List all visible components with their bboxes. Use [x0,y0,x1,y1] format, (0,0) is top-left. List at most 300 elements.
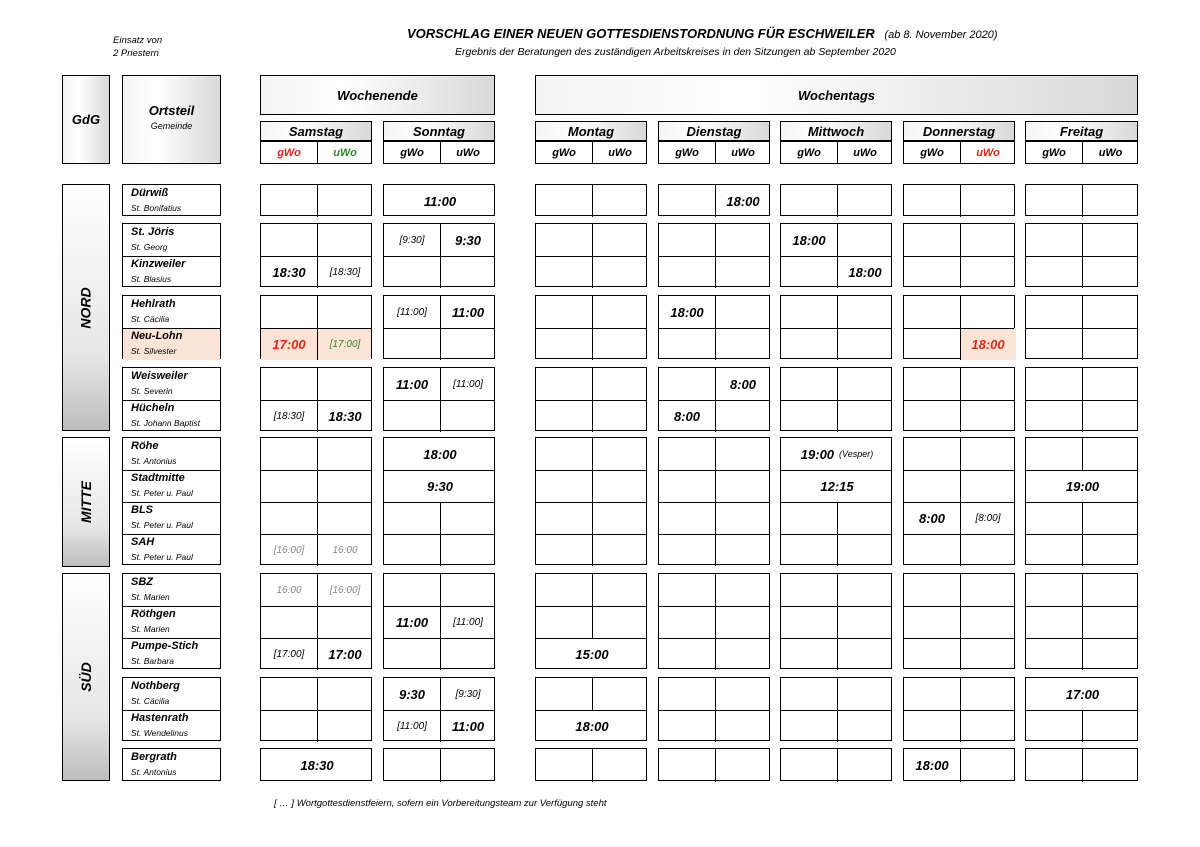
divider [1082,400,1083,432]
divider [536,400,646,401]
divider [960,368,961,400]
time-entry [384,438,496,470]
time-value: 18:00 [423,446,457,462]
divider [837,224,838,256]
time-value: [9:30] [455,688,481,700]
divider [837,502,838,534]
time-entry [384,606,440,638]
schedule-freitag [1025,573,1138,669]
divider [715,678,716,710]
divider [592,678,593,710]
divider [904,606,1014,607]
schedule-sonntag [383,184,495,216]
day-subheader-donnerstag [903,141,1015,164]
divider [715,710,716,742]
divider [123,638,220,639]
place-name: Röthgen [131,608,176,620]
time-entry [659,296,715,328]
time-value: 11:00 [395,376,429,392]
time-value: [9:30] [399,234,425,246]
divider [384,638,494,639]
divider [1082,368,1083,400]
divider [715,574,716,606]
divider [960,438,961,470]
day-label-donnerstag: Donnerstag [922,123,996,139]
divider [123,606,220,607]
place-name: SBZ [131,576,153,588]
time-entry [659,400,715,432]
place-saint: St. Antonius [131,767,177,777]
uwo-label-mittwoch: uWo [853,146,877,159]
divider [1082,328,1083,360]
divider [1082,256,1083,288]
schedule-samstag [260,573,372,669]
time-value: 16:00 [276,584,302,596]
divider [715,256,716,288]
divider [123,534,220,535]
schedule-montag [535,295,647,359]
place-group [122,184,221,216]
divider [592,400,593,432]
day-header-donnerstag [903,121,1015,141]
time-value: [18:30] [329,266,361,278]
divider [659,256,769,257]
time-value: 8:00 [729,376,757,392]
divider [960,470,961,502]
divider [592,574,593,606]
time-entry [261,328,317,360]
divider [317,296,318,328]
divider [837,328,838,360]
uwo-label-sonntag: uWo [456,146,480,159]
place-saint: St. Johann Baptist [131,418,200,428]
schedule-sonntag [383,748,495,781]
schedule-donnerstag [903,748,1015,781]
divider [123,256,220,257]
time-entry [1026,678,1139,710]
time-entry [1026,470,1139,502]
place-saint: St. Cäcilia [131,314,170,324]
schedule-sonntag [383,223,495,287]
divider [384,400,494,401]
wochenende-header [260,75,495,115]
schedule-dienstag [658,223,770,287]
day-subheader-montag [535,141,647,164]
time-entry [317,400,373,432]
place-saint: St. Peter u. Paul [131,520,193,530]
schedule-mittwoch [780,437,892,565]
divider [960,256,961,288]
divider [261,606,371,607]
time-entry [440,368,496,400]
gwo-label-dienstag: gWo [675,146,699,159]
divider [440,574,441,606]
place-name: Hücheln [131,402,175,414]
divider [715,606,716,638]
schedule-donnerstag [903,437,1015,565]
place-saint: St. Marien [131,624,170,634]
divider [837,749,838,782]
day-label-sonntag: Sonntag [413,123,465,139]
title-text: VORSCHLAG EINER NEUEN GOTTESDIENSTORDNUNG FÜR ESCHWEILER [407,26,875,41]
time-entry [960,502,1016,534]
gwo-label-sonntag: gWo [400,146,424,159]
place-name: Hastenrath [131,712,189,724]
divider [536,256,646,257]
place-name: SAH [131,536,155,548]
day-subheader-dienstag [658,141,770,164]
schedule-montag [535,184,647,216]
divider [317,185,318,217]
time-entry [440,678,496,710]
schedule-donnerstag [903,184,1015,216]
time-entry [384,368,440,400]
divider [715,296,716,328]
time-entry [837,256,893,288]
divider [781,502,891,503]
divider [592,368,593,400]
place-saint: St. Marien [131,592,170,602]
divider [781,328,891,329]
divider [960,749,961,782]
time-value: 19:00 [1065,478,1100,494]
divider [317,502,318,534]
divider [1082,502,1083,534]
time-entry [781,224,837,256]
divider [837,710,838,742]
divider [317,678,318,710]
divider [592,185,593,217]
wochentags-label: Wochentags [797,87,876,103]
place-group [122,223,221,287]
divider [592,749,593,782]
time-entry [440,296,496,328]
schedule-montag [535,223,647,287]
time-value: [11:00] [453,378,483,390]
time-entry [317,534,373,566]
schedule-mittwoch [780,677,892,741]
divider [440,638,441,670]
place-group [122,367,221,431]
day-subheader-mittwoch [780,141,892,164]
gwo-label-donnerstag: gWo [920,146,944,159]
time-entry [384,710,440,742]
schedule-freitag [1025,184,1138,216]
time-entry [261,534,317,566]
divider [1082,438,1083,470]
divider [960,574,961,606]
divider [960,678,961,710]
divider [592,256,593,288]
gemeinde-label: Gemeinde [150,121,193,131]
place-name: Nothberg [131,680,180,692]
divider [659,606,769,607]
gwo-label-samstag: gWo [277,146,301,159]
divider [960,638,961,670]
time-value: [11:00] [453,616,483,628]
time-value: 17:00 [1065,686,1100,702]
schedule-freitag [1025,437,1138,565]
divider [123,470,220,471]
place-name: Weisweiler [131,370,188,382]
divider [123,328,220,329]
priest-note-line2: 2 Priestern [113,48,159,59]
divider [1082,638,1083,670]
divider [715,470,716,502]
divider [659,502,769,503]
time-value: 11:00 [423,193,457,209]
uwo-label-samstag: uWo [333,146,357,159]
time-value: 18:30 [328,408,362,424]
divider [261,470,371,471]
footnote: [ … ] Wortgottesdienstfeiern, sofern ein Vorbereitungsteam zur Verfügung steht [274,798,607,809]
divider [123,400,220,401]
day-subheader-sonntag [383,141,495,164]
time-entry [781,470,893,502]
priest-note-line1: Einsatz von [113,35,163,46]
time-entry [715,368,771,400]
schedule-dienstag [658,184,770,216]
day-label-montag: Montag [567,123,615,139]
place-group [122,295,221,359]
schedule-donnerstag [903,677,1015,741]
divider [1082,534,1083,566]
divider [659,328,769,329]
section-mitte [62,437,110,567]
schedule-donnerstag [903,573,1015,669]
schedule-dienstag [658,748,770,781]
divider [536,534,646,535]
divider [659,710,769,711]
divider [837,606,838,638]
place-name: St. Jöris [131,226,175,238]
page-subtitle: Ergebnis der Beratungen des zuständigen Arbeitskreises in den Sitzungen ab September 2020 [455,46,896,58]
divider [1082,606,1083,638]
divider [1082,749,1083,782]
schedule-sonntag [383,437,495,565]
day-header-montag [535,121,647,141]
divider [904,534,1014,535]
time-entry [440,224,496,256]
schedule-freitag [1025,223,1138,287]
divider [781,534,891,535]
divider [317,710,318,742]
time-value: 17:00 [328,646,362,662]
place-name: Pumpe-Stich [131,640,199,652]
section-nord-label: NORD [77,286,94,329]
place-name: Kinzweiler [131,258,186,270]
time-entry [781,438,893,470]
place-group [122,748,221,781]
time-value: 18:30 [272,264,306,280]
schedule-freitag [1025,367,1138,431]
uwo-label-dienstag: uWo [731,146,755,159]
place-group [122,677,221,741]
schedule-mittwoch [780,367,892,431]
divider [592,296,593,328]
gwo-label-montag: gWo [552,146,576,159]
place-group [122,437,221,565]
divider [904,256,1014,257]
section-sued [62,573,110,781]
divider [715,534,716,566]
divider [440,749,441,782]
gdg-header [62,75,110,164]
divider [904,470,1014,471]
divider [904,638,1014,639]
divider [592,470,593,502]
divider [1082,710,1083,742]
divider [659,638,769,639]
time-value: 18:00 [575,718,609,734]
place-saint: St. Georg [131,242,168,252]
time-value: 18:00 [726,193,760,209]
ortsteil-header [122,75,221,164]
time-value: 19:00 [800,446,835,462]
divider [440,328,441,360]
schedule-dienstag [658,367,770,431]
section-nord [62,184,110,431]
divider [384,534,494,535]
divider [715,438,716,470]
place-name: BLS [131,504,153,516]
divider [659,534,769,535]
divider [1082,574,1083,606]
divider [837,574,838,606]
day-header-dienstag [658,121,770,141]
time-entry [261,574,317,606]
divider [440,502,441,534]
schedule-sonntag [383,295,495,359]
schedule-samstag [260,677,372,741]
divider [960,296,961,328]
divider [536,470,646,471]
time-entry [384,224,440,256]
uwo-label-freitag: uWo [1098,146,1123,159]
divider [536,502,646,503]
divider [384,256,494,257]
divider [440,400,441,432]
divider [837,400,838,432]
time-entry [904,502,960,534]
divider [317,438,318,470]
divider [960,534,961,566]
divider [659,470,769,471]
time-value: 17:00 [272,336,306,352]
divider [592,438,593,470]
place-saint: St. Severin [131,386,173,396]
divider [715,638,716,670]
time-value: 9:30 [454,232,482,248]
divider [261,710,371,711]
divider [960,224,961,256]
divider [715,328,716,360]
schedule-freitag [1025,295,1138,359]
time-entry [536,638,648,670]
title-suffix: (ab 8. November 2020) [884,29,998,41]
schedule-donnerstag [903,223,1015,287]
place-saint: St. Blasius [131,274,172,284]
divider [261,502,371,503]
time-value: 18:00 [971,336,1005,352]
time-entry [261,749,373,782]
time-value: 18:00 [670,304,704,320]
schedule-donnerstag [903,367,1015,431]
section-mitte-label: MITTE [78,481,94,523]
schedule-samstag [260,748,372,781]
schedule-dienstag [658,295,770,359]
gwo-label-mittwoch: gWo [797,146,821,159]
day-label-samstag: Samstag [288,123,344,139]
time-value: 15:00 [575,646,609,662]
divider [536,606,646,607]
time-value: 9:30 [426,478,454,494]
time-entry [261,256,317,288]
divider [960,606,961,638]
place-name: Röhe [131,440,159,452]
uwo-label-donnerstag: uWo [976,146,1000,159]
place-saint: St. Bonifatius [131,203,182,213]
place-name: Neu-Lohn [131,330,183,342]
time-entry [317,256,373,288]
divider [837,534,838,566]
time-value: [11:00] [397,306,427,318]
place-name: Stadtmitte [131,472,185,484]
time-entry [384,296,440,328]
wochentags-header [535,75,1138,115]
time-value: 18:00 [915,758,949,773]
ortsteil-label: Ortsteil [148,102,195,118]
divider [715,502,716,534]
time-value: [17:00] [329,338,361,350]
time-entry [440,606,496,638]
time-value: 11:00 [451,718,485,734]
divider [715,749,716,782]
schedule-dienstag [658,437,770,565]
time-value: 18:00 [848,264,882,280]
time-entry [261,638,317,670]
time-value: 9:30 [398,686,426,702]
schedule-freitag [1025,677,1138,741]
divider [440,534,441,566]
day-label-mittwoch: Mittwoch [807,123,865,139]
time-value: [8:00] [975,512,1001,524]
divider [960,185,961,217]
schedule-mittwoch [780,184,892,216]
divider [123,502,220,503]
schedule-montag [535,748,647,781]
schedule-samstag [260,437,372,565]
page-title [407,26,998,41]
place-group [122,573,221,669]
divider [592,606,593,638]
schedule-mittwoch [780,223,892,287]
divider [781,710,891,711]
place-saint: St. Peter u. Paul [131,552,193,562]
schedule-samstag [260,223,372,287]
vesper-note: (Vesper) [839,449,874,459]
day-header-freitag [1025,121,1138,141]
time-entry [261,400,317,432]
divider [715,400,716,432]
time-value: 18:00 [792,232,826,248]
time-entry [384,185,496,217]
divider [837,678,838,710]
divider [904,400,1014,401]
schedule-samstag [260,295,372,359]
place-saint: St. Wendelinus [131,728,189,738]
divider [592,224,593,256]
